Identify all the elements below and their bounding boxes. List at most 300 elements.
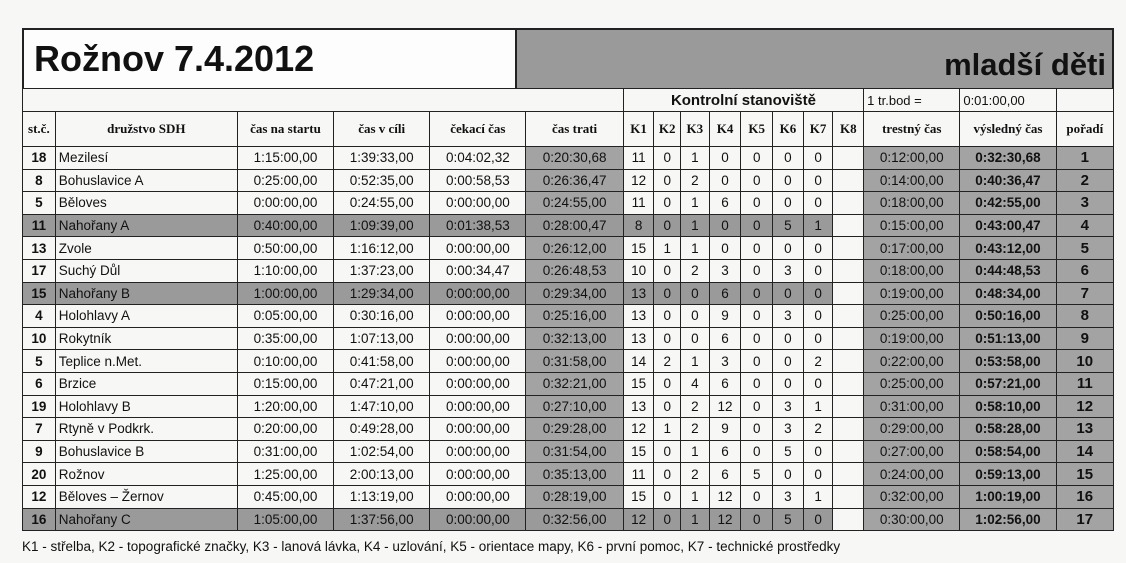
cell-finish: 0:52:35,00	[334, 169, 430, 192]
cell-k7: 0	[803, 508, 833, 531]
cell-start: 0:31:00,00	[237, 440, 333, 463]
cell-st: 15	[23, 282, 56, 305]
cell-result: 0:57:21,00	[960, 372, 1056, 395]
table-row	[23, 282, 1114, 305]
cell-rank: 8	[1056, 305, 1113, 328]
cell-k6: 0	[773, 463, 804, 486]
cell-penalty: 0:18:00,00	[864, 192, 960, 215]
cell-penalty: 0:30:00,00	[864, 508, 960, 531]
cell-k1: 13	[623, 305, 654, 328]
cell-team: Rožnov	[55, 463, 237, 486]
cell-k2: 0	[654, 440, 681, 463]
cell-penalty: 0:12:00,00	[864, 147, 960, 170]
col-k4: K4	[709, 112, 741, 147]
cell-k8	[833, 372, 864, 395]
cell-finish: 1:16:12,00	[334, 237, 430, 260]
cell-k5: 0	[741, 305, 773, 328]
cell-k4: 12	[709, 395, 741, 418]
cell-wait: 0:00:00,00	[430, 508, 526, 531]
cell-k4: 6	[709, 282, 741, 305]
cell-k5: 0	[741, 259, 773, 282]
cell-k3: 1	[681, 214, 710, 237]
cell-k8	[833, 327, 864, 350]
cell-st: 19	[23, 395, 56, 418]
cell-result: 0:58:54,00	[960, 440, 1056, 463]
cell-k4: 6	[709, 440, 741, 463]
cell-track: 0:26:36,47	[526, 169, 623, 192]
cell-start: 1:05:00,00	[237, 508, 333, 531]
cell-result: 0:40:36,47	[960, 169, 1056, 192]
cell-start: 0:05:00,00	[237, 305, 333, 328]
cell-k5: 0	[741, 214, 773, 237]
cell-k1: 15	[623, 237, 654, 260]
cell-start: 0:40:00,00	[237, 214, 333, 237]
cell-k2: 0	[654, 169, 681, 192]
cell-k6: 3	[773, 395, 804, 418]
cell-k5: 5	[741, 463, 773, 486]
cell-k8	[833, 463, 864, 486]
cell-penalty: 0:29:00,00	[864, 418, 960, 441]
cell-k1: 15	[623, 485, 654, 508]
cell-finish: 1:09:39,00	[334, 214, 430, 237]
cell-k3: 4	[681, 372, 710, 395]
cell-k7: 0	[803, 192, 833, 215]
table-row	[23, 327, 1114, 350]
results-sheet	[22, 28, 1114, 531]
cell-wait: 0:00:34,47	[430, 259, 526, 282]
cell-result: 0:51:13,00	[960, 327, 1056, 350]
controls-empty	[1056, 89, 1113, 112]
cell-penalty: 0:31:00,00	[864, 395, 960, 418]
cell-finish: 2:00:13,00	[334, 463, 430, 486]
col-k2: K2	[654, 112, 681, 147]
cell-k8	[833, 282, 864, 305]
cell-k2: 0	[654, 147, 681, 170]
col-k5: K5	[741, 112, 773, 147]
cell-st: 5	[23, 192, 56, 215]
table-row	[23, 485, 1114, 508]
cell-st: 10	[23, 327, 56, 350]
cell-k2: 2	[654, 350, 681, 373]
cell-penalty: 0:14:00,00	[864, 169, 960, 192]
cell-k4: 0	[709, 147, 741, 170]
table-row	[23, 305, 1114, 328]
cell-k3: 0	[681, 305, 710, 328]
cell-result: 0:58:10,00	[960, 395, 1056, 418]
cell-track: 0:28:00,47	[526, 214, 623, 237]
col-rank: pořadí	[1056, 112, 1113, 147]
cell-team: Brzice	[55, 372, 237, 395]
cell-rank: 11	[1056, 372, 1113, 395]
cell-k4: 6	[709, 463, 741, 486]
cell-finish: 0:47:21,00	[334, 372, 430, 395]
cell-finish: 0:41:58,00	[334, 350, 430, 373]
cell-k4: 0	[709, 237, 741, 260]
cell-penalty: 0:25:00,00	[864, 305, 960, 328]
cell-st: 7	[23, 418, 56, 441]
cell-rank: 7	[1056, 282, 1113, 305]
col-k1: K1	[623, 112, 654, 147]
cell-rank: 4	[1056, 214, 1113, 237]
cell-finish: 0:24:55,00	[334, 192, 430, 215]
col-wait: čekací čas	[430, 112, 526, 147]
table-row	[23, 463, 1114, 486]
cell-result: 0:53:58,00	[960, 350, 1056, 373]
cell-wait: 0:00:00,00	[430, 418, 526, 441]
cell-k3: 2	[681, 169, 710, 192]
cell-team: Bohuslavice B	[55, 440, 237, 463]
col-start: čas na startu	[237, 112, 333, 147]
table-row	[23, 395, 1114, 418]
cell-k8	[833, 169, 864, 192]
cell-track: 0:20:30,68	[526, 147, 623, 170]
cell-wait: 0:00:00,00	[430, 305, 526, 328]
cell-k4: 6	[709, 372, 741, 395]
cell-team: Běloves – Žernov	[55, 485, 237, 508]
cell-k8	[833, 508, 864, 531]
cell-track: 0:26:12,00	[526, 237, 623, 260]
cell-k7: 1	[803, 395, 833, 418]
cell-rank: 12	[1056, 395, 1113, 418]
cell-k5: 0	[741, 237, 773, 260]
cell-k3: 0	[681, 327, 710, 350]
cell-k4: 0	[709, 214, 741, 237]
cell-finish: 1:37:56,00	[334, 508, 430, 531]
col-k7: K7	[803, 112, 833, 147]
table-row	[23, 147, 1114, 170]
cell-k5: 0	[741, 169, 773, 192]
cell-track: 0:31:54,00	[526, 440, 623, 463]
cell-k6: 3	[773, 259, 804, 282]
cell-k7: 2	[803, 350, 833, 373]
cell-k7: 0	[803, 305, 833, 328]
cell-k5: 0	[741, 418, 773, 441]
table-row	[23, 259, 1114, 282]
cell-st: 6	[23, 372, 56, 395]
cell-k2: 0	[654, 192, 681, 215]
cell-team: Teplice n.Met.	[55, 350, 237, 373]
cell-k4: 3	[709, 350, 741, 373]
cell-wait: 0:00:00,00	[430, 485, 526, 508]
cell-start: 1:20:00,00	[237, 395, 333, 418]
cell-penalty: 0:24:00,00	[864, 463, 960, 486]
cell-k6: 3	[773, 485, 804, 508]
cell-result: 1:02:56,00	[960, 508, 1056, 531]
cell-wait: 0:00:00,00	[430, 350, 526, 373]
table-row	[23, 440, 1114, 463]
page-title: Rožnov 7.4.2012	[24, 30, 517, 88]
cell-k1: 11	[623, 463, 654, 486]
results-table	[22, 88, 1114, 531]
cell-penalty: 0:32:00,00	[864, 485, 960, 508]
cell-k1: 13	[623, 282, 654, 305]
cell-k2: 1	[654, 418, 681, 441]
cell-result: 0:59:13,00	[960, 463, 1056, 486]
col-k6: K6	[773, 112, 804, 147]
cell-k7: 0	[803, 372, 833, 395]
cell-k7: 0	[803, 282, 833, 305]
cell-track: 0:27:10,00	[526, 395, 623, 418]
cell-k7: 0	[803, 463, 833, 486]
cell-rank: 5	[1056, 237, 1113, 260]
cell-k1: 8	[623, 214, 654, 237]
cell-k6: 0	[773, 237, 804, 260]
cell-k4: 3	[709, 259, 741, 282]
cell-k4: 12	[709, 485, 741, 508]
cell-track: 0:32:56,00	[526, 508, 623, 531]
col-k3: K3	[681, 112, 710, 147]
cell-k4: 6	[709, 192, 741, 215]
cell-k6: 0	[773, 372, 804, 395]
col-result: výsledný čas	[960, 112, 1056, 147]
cell-finish: 1:39:33,00	[334, 147, 430, 170]
cell-k5: 0	[741, 327, 773, 350]
cell-k6: 5	[773, 440, 804, 463]
cell-team: Holohlavy A	[55, 305, 237, 328]
cell-penalty: 0:19:00,00	[864, 327, 960, 350]
cell-start: 0:10:00,00	[237, 350, 333, 373]
cell-k8	[833, 305, 864, 328]
cell-k2: 0	[654, 508, 681, 531]
cell-result: 0:48:34,00	[960, 282, 1056, 305]
cell-team: Nahořany B	[55, 282, 237, 305]
cell-rank: 2	[1056, 169, 1113, 192]
table-row	[23, 192, 1114, 215]
cell-rank: 17	[1056, 508, 1113, 531]
cell-wait: 0:00:00,00	[430, 463, 526, 486]
cell-wait: 0:00:00,00	[430, 237, 526, 260]
cell-rank: 6	[1056, 259, 1113, 282]
table-row	[23, 237, 1114, 260]
cell-st: 13	[23, 237, 56, 260]
cell-k7: 0	[803, 169, 833, 192]
cell-start: 0:15:00,00	[237, 372, 333, 395]
cell-result: 1:00:19,00	[960, 485, 1056, 508]
cell-start: 0:20:00,00	[237, 418, 333, 441]
cell-k1: 14	[623, 350, 654, 373]
cell-team: Rokytník	[55, 327, 237, 350]
cell-start: 1:25:00,00	[237, 463, 333, 486]
cell-st: 17	[23, 259, 56, 282]
cell-st: 18	[23, 147, 56, 170]
cell-team: Holohlavy B	[55, 395, 237, 418]
cell-k3: 0	[681, 282, 710, 305]
col-team: družstvo SDH	[55, 112, 237, 147]
cell-k3: 1	[681, 440, 710, 463]
cell-finish: 0:49:28,00	[334, 418, 430, 441]
cell-k3: 1	[681, 508, 710, 531]
cell-k5: 0	[741, 440, 773, 463]
cell-k2: 0	[654, 282, 681, 305]
controls-title: Kontrolní stanoviště	[623, 89, 863, 112]
cell-k5: 0	[741, 372, 773, 395]
cell-track: 0:35:13,00	[526, 463, 623, 486]
cell-st: 9	[23, 440, 56, 463]
cell-k6: 0	[773, 147, 804, 170]
cell-rank: 14	[1056, 440, 1113, 463]
cell-team: Suchý Důl	[55, 259, 237, 282]
cell-wait: 0:01:38,53	[430, 214, 526, 237]
cell-k1: 11	[623, 192, 654, 215]
cell-wait: 0:04:02,32	[430, 147, 526, 170]
cell-track: 0:29:28,00	[526, 418, 623, 441]
cell-k8	[833, 418, 864, 441]
controls-header-row	[23, 89, 1114, 112]
cell-start: 1:00:00,00	[237, 282, 333, 305]
cell-penalty: 0:27:00,00	[864, 440, 960, 463]
cell-result: 0:43:12,00	[960, 237, 1056, 260]
cell-st: 16	[23, 508, 56, 531]
table-row	[23, 418, 1114, 441]
cell-wait: 0:00:00,00	[430, 282, 526, 305]
cell-k3: 2	[681, 259, 710, 282]
cell-k8	[833, 259, 864, 282]
cell-start: 0:50:00,00	[237, 237, 333, 260]
cell-wait: 0:00:00,00	[430, 327, 526, 350]
cell-track: 0:32:13,00	[526, 327, 623, 350]
table-row	[23, 169, 1114, 192]
cell-finish: 1:37:23,00	[334, 259, 430, 282]
cell-k2: 0	[654, 395, 681, 418]
cell-finish: 1:02:54,00	[334, 440, 430, 463]
cell-k2: 1	[654, 237, 681, 260]
cell-k2: 0	[654, 327, 681, 350]
cell-wait: 0:00:00,00	[430, 192, 526, 215]
cell-st: 4	[23, 305, 56, 328]
cell-k2: 0	[654, 305, 681, 328]
cell-k5: 0	[741, 395, 773, 418]
cell-result: 0:42:55,00	[960, 192, 1056, 215]
col-penalty: trestný čas	[864, 112, 960, 147]
cell-k6: 3	[773, 305, 804, 328]
cell-k1: 15	[623, 440, 654, 463]
table-body	[23, 147, 1114, 531]
cell-k1: 12	[623, 418, 654, 441]
col-finish: čas v cíli	[334, 112, 430, 147]
cell-k6: 0	[773, 282, 804, 305]
cell-start: 0:45:00,00	[237, 485, 333, 508]
cell-st: 5	[23, 350, 56, 373]
cell-penalty: 0:19:00,00	[864, 282, 960, 305]
cell-rank: 13	[1056, 418, 1113, 441]
cell-k3: 1	[681, 237, 710, 260]
cell-start: 0:35:00,00	[237, 327, 333, 350]
penalty-point-label: 1 tr.bod =	[864, 89, 960, 112]
cell-k3: 2	[681, 463, 710, 486]
cell-k2: 0	[654, 259, 681, 282]
cell-k5: 0	[741, 147, 773, 170]
cell-penalty: 0:22:00,00	[864, 350, 960, 373]
cell-result: 0:44:48,53	[960, 259, 1056, 282]
cell-team: Mezilesí	[55, 147, 237, 170]
cell-result: 0:50:16,00	[960, 305, 1056, 328]
sheet-header	[22, 28, 1114, 88]
cell-k2: 0	[654, 214, 681, 237]
cell-k6: 3	[773, 418, 804, 441]
cell-k4: 9	[709, 305, 741, 328]
cell-k7: 0	[803, 237, 833, 260]
cell-rank: 15	[1056, 463, 1113, 486]
cell-k8	[833, 237, 864, 260]
cell-k4: 9	[709, 418, 741, 441]
cell-penalty: 0:18:00,00	[864, 259, 960, 282]
cell-k6: 0	[773, 350, 804, 373]
cell-k5: 0	[741, 508, 773, 531]
cell-k5: 0	[741, 485, 773, 508]
cell-k6: 0	[773, 327, 804, 350]
cell-st: 11	[23, 214, 56, 237]
table-row	[23, 508, 1114, 531]
cell-rank: 9	[1056, 327, 1113, 350]
cell-k2: 0	[654, 463, 681, 486]
cell-k5: 0	[741, 192, 773, 215]
cell-k4: 6	[709, 327, 741, 350]
cell-k2: 0	[654, 485, 681, 508]
cell-wait: 0:00:58,53	[430, 169, 526, 192]
cell-penalty: 0:25:00,00	[864, 372, 960, 395]
cell-st: 20	[23, 463, 56, 486]
cell-k1: 15	[623, 372, 654, 395]
col-st: st.č.	[23, 112, 56, 147]
controls-spacer	[23, 89, 624, 112]
cell-track: 0:24:55,00	[526, 192, 623, 215]
table-row	[23, 372, 1114, 395]
cell-rank: 1	[1056, 147, 1113, 170]
table-row	[23, 214, 1114, 237]
cell-track: 0:32:21,00	[526, 372, 623, 395]
cell-finish: 1:47:10,00	[334, 395, 430, 418]
cell-k5: 0	[741, 282, 773, 305]
cell-k3: 1	[681, 350, 710, 373]
penalty-point-value: 0:01:00,00	[960, 89, 1056, 112]
cell-k7: 0	[803, 440, 833, 463]
col-track: čas trati	[526, 112, 623, 147]
cell-rank: 3	[1056, 192, 1113, 215]
cell-penalty: 0:15:00,00	[864, 214, 960, 237]
cell-track: 0:31:58,00	[526, 350, 623, 373]
cell-track: 0:26:48,53	[526, 259, 623, 282]
cell-k7: 1	[803, 214, 833, 237]
cell-k1: 13	[623, 327, 654, 350]
cell-finish: 0:30:16,00	[334, 305, 430, 328]
cell-finish: 1:13:19,00	[334, 485, 430, 508]
col-k8: K8	[833, 112, 864, 147]
cell-finish: 1:07:13,00	[334, 327, 430, 350]
cell-start: 1:15:00,00	[237, 147, 333, 170]
cell-st: 12	[23, 485, 56, 508]
cell-rank: 16	[1056, 485, 1113, 508]
cell-team: Rtyně v Podkrk.	[55, 418, 237, 441]
cell-k8	[833, 147, 864, 170]
cell-wait: 0:00:00,00	[430, 372, 526, 395]
cell-k8	[833, 192, 864, 215]
cell-team: Zvole	[55, 237, 237, 260]
cell-st: 8	[23, 169, 56, 192]
cell-k3: 1	[681, 192, 710, 215]
cell-k3: 1	[681, 147, 710, 170]
cell-k6: 5	[773, 508, 804, 531]
cell-k3: 2	[681, 395, 710, 418]
cell-rank: 10	[1056, 350, 1113, 373]
column-header-row	[23, 112, 1114, 147]
cell-k3: 2	[681, 418, 710, 441]
cell-team: Bohuslavice A	[55, 169, 237, 192]
cell-k8	[833, 350, 864, 373]
cell-k8	[833, 395, 864, 418]
cell-start: 0:00:00,00	[237, 192, 333, 215]
cell-team: Běloves	[55, 192, 237, 215]
cell-k7: 2	[803, 418, 833, 441]
